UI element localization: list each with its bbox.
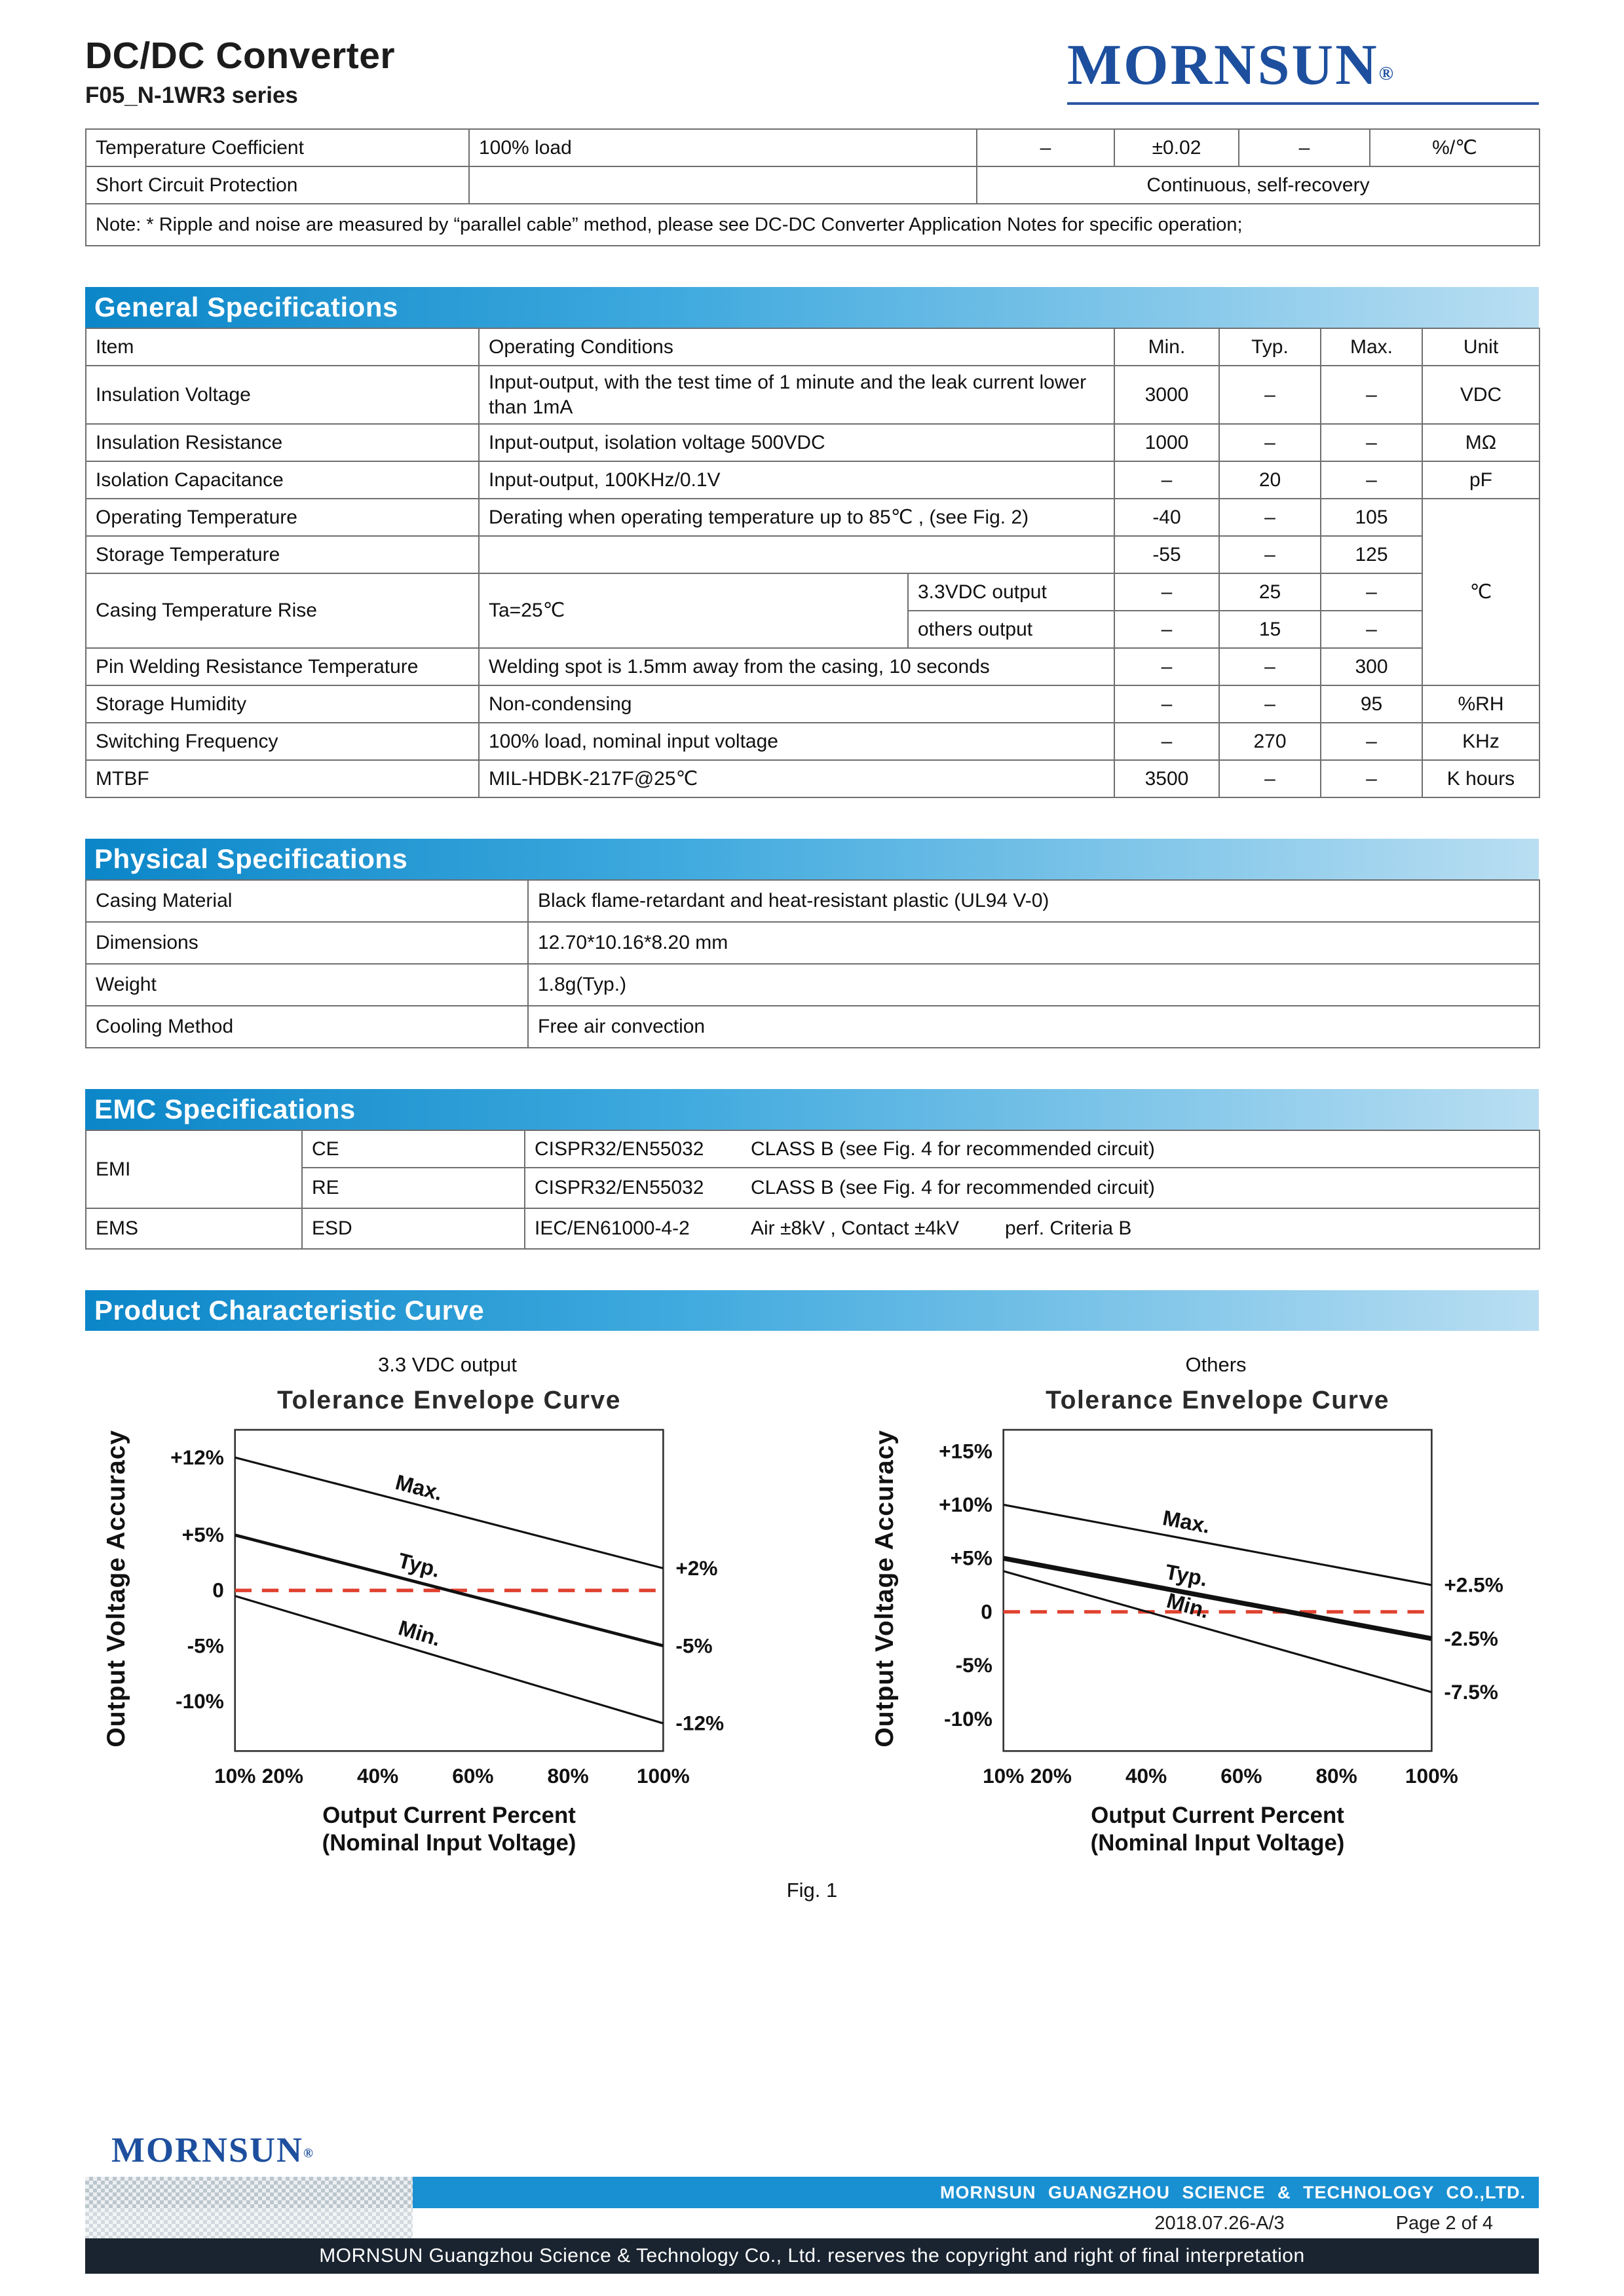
table-row bbox=[86, 536, 1539, 573]
spec-condition: Input-output, isolation voltage 500VDC bbox=[479, 424, 1114, 461]
y-tick-label: +10% bbox=[939, 1493, 992, 1517]
registered-mark: ® bbox=[303, 2146, 314, 2161]
spec-item: Casing Material bbox=[86, 880, 528, 922]
spec-item: Temperature Coefficient bbox=[86, 129, 469, 166]
spec-min: – bbox=[1114, 685, 1219, 723]
col-header-item: Item bbox=[86, 328, 479, 366]
title-block bbox=[85, 34, 395, 109]
footer-texture bbox=[85, 2177, 413, 2208]
spec-max: – bbox=[1321, 461, 1422, 499]
emc-group-emi: EMI bbox=[86, 1130, 302, 1208]
col-header-typ: Typ. bbox=[1219, 328, 1321, 366]
spec-item: Isolation Capacitance bbox=[86, 461, 479, 499]
spec-unit: %/℃ bbox=[1370, 129, 1539, 166]
spec-item: Switching Frequency bbox=[86, 723, 479, 760]
spec-condition: Ta=25℃ bbox=[479, 573, 908, 648]
spec-max: 125 bbox=[1321, 536, 1422, 573]
right-edge-label: -2.5% bbox=[1444, 1626, 1498, 1651]
y-tick-label: -5% bbox=[955, 1653, 992, 1677]
x-axis-label-line2: (Nominal Input Voltage) bbox=[322, 1831, 576, 1856]
plot-border bbox=[1004, 1430, 1432, 1751]
spec-item: Dimensions bbox=[86, 922, 528, 964]
footer-texture bbox=[85, 2208, 413, 2238]
table-row bbox=[86, 1168, 1539, 1208]
spec-max: – bbox=[1321, 611, 1422, 648]
spec-max: – bbox=[1321, 723, 1422, 760]
x-tick-label: 100% bbox=[1405, 1763, 1458, 1788]
page-number: Page 2 of 4 bbox=[1395, 2212, 1493, 2234]
physical-specs-table bbox=[85, 879, 1540, 1048]
emc-criteria: perf. Criteria B bbox=[1005, 1217, 1132, 1240]
chart-block-3v3 bbox=[102, 1343, 753, 1862]
col-header-min: Min. bbox=[1114, 328, 1219, 366]
spec-condition: 100% load, nominal input voltage bbox=[479, 723, 1114, 760]
emc-detail-cell bbox=[525, 1168, 1539, 1208]
emc-standard: IEC/EN61000-4-2 bbox=[535, 1217, 690, 1240]
spec-unit: KHz bbox=[1422, 723, 1539, 760]
spec-value: 1.8g(Typ.) bbox=[528, 964, 1539, 1006]
spec-max: – bbox=[1321, 760, 1422, 797]
spec-typ: – bbox=[1219, 760, 1321, 797]
spec-typ: 270 bbox=[1219, 723, 1321, 760]
x-axis-label-line2: (Nominal Input Voltage) bbox=[1090, 1831, 1345, 1856]
min-line bbox=[1004, 1571, 1432, 1693]
doc-revision-code: 2018.07.26-A/3 bbox=[1154, 2212, 1285, 2234]
spec-continuation-table bbox=[85, 128, 1540, 246]
brand-logo-block bbox=[1067, 33, 1539, 105]
typ-label: Typ. bbox=[1163, 1559, 1210, 1591]
spec-condition: Input-output, 100KHz/0.1V bbox=[479, 461, 1114, 499]
spec-typ: 15 bbox=[1219, 611, 1321, 648]
table-row bbox=[86, 1130, 1539, 1168]
right-edge-label: -7.5% bbox=[1444, 1679, 1498, 1704]
table-row bbox=[86, 204, 1539, 246]
spec-condition: Derating when operating temperature up to 85℃ , (see Fig. 2) bbox=[479, 499, 1114, 536]
footer-company-row bbox=[85, 2177, 1539, 2208]
y-tick-label: 0 bbox=[212, 1578, 224, 1602]
spec-unit: %RH bbox=[1422, 685, 1539, 723]
right-edge-label: -12% bbox=[675, 1711, 725, 1735]
spec-min: – bbox=[1114, 611, 1219, 648]
emc-group-ems: EMS bbox=[86, 1208, 302, 1249]
y-axis-label: Output Voltage Accuracy bbox=[102, 1429, 130, 1748]
x-tick-label: 10% bbox=[983, 1763, 1025, 1788]
y-tick-label: 0 bbox=[981, 1599, 992, 1624]
footer-company-bar: MORNSUN GUANGZHOU SCIENCE & TECHNOLOGY CO.,LTD. bbox=[413, 2177, 1539, 2208]
footer-date-row bbox=[85, 2208, 1539, 2238]
min-line bbox=[235, 1596, 664, 1723]
spec-typ: 20 bbox=[1219, 461, 1321, 499]
typ-line bbox=[1004, 1558, 1432, 1639]
spec-value: Free air convection bbox=[528, 1006, 1539, 1048]
spec-item: Insulation Resistance bbox=[86, 424, 479, 461]
y-tick-label: +5% bbox=[950, 1546, 992, 1570]
max-label: Max. bbox=[393, 1469, 445, 1505]
max-line bbox=[1004, 1504, 1432, 1585]
spec-item: Weight bbox=[86, 964, 528, 1006]
table-note: Note: * Ripple and noise are measured by “parallel cable” method, please see DC-DC Converter Application Notes for specific operation; bbox=[86, 204, 1539, 246]
table-row bbox=[86, 880, 1539, 922]
spec-typ: ±0.02 bbox=[1114, 129, 1239, 166]
spec-condition: Non-condensing bbox=[479, 685, 1114, 723]
x-axis-label-line1: Output Current Percent bbox=[322, 1803, 576, 1828]
spec-subcondition: others output bbox=[908, 611, 1114, 648]
spec-condition bbox=[479, 536, 1114, 573]
chart-inner bbox=[102, 1378, 753, 1862]
table-row bbox=[86, 366, 1539, 424]
spec-value: 12.70*10.16*8.20 mm bbox=[528, 922, 1539, 964]
emc-type: CE bbox=[302, 1130, 525, 1168]
table-row bbox=[86, 648, 1539, 685]
spec-typ: – bbox=[1219, 499, 1321, 536]
table-row bbox=[86, 461, 1539, 499]
spec-condition: Welding spot is 1.5mm away from the casing, 10 seconds bbox=[479, 648, 1114, 685]
x-tick-label: 40% bbox=[356, 1763, 399, 1788]
spec-typ: – bbox=[1219, 366, 1321, 424]
emc-standard: CISPR32/EN55032 bbox=[535, 1177, 704, 1199]
spec-condition: 100% load bbox=[469, 129, 977, 166]
table-row bbox=[86, 166, 1539, 204]
spec-condition: Input-output, with the test time of 1 minute and the leak current lower than 1mA bbox=[479, 366, 1114, 424]
section-header-curves: Product Characteristic Curve bbox=[85, 1290, 1539, 1331]
y-tick-label: +12% bbox=[170, 1445, 224, 1469]
spec-min: – bbox=[977, 129, 1114, 166]
table-row bbox=[86, 1208, 1539, 1249]
spec-max: 300 bbox=[1321, 648, 1422, 685]
spec-min: – bbox=[1114, 573, 1219, 611]
spec-typ: 25 bbox=[1219, 573, 1321, 611]
spec-typ: – bbox=[1219, 536, 1321, 573]
series-subtitle: F05_N-1WR3 series bbox=[85, 83, 298, 108]
spec-value: Black flame-retardant and heat-resistant plastic (UL94 V-0) bbox=[528, 880, 1539, 922]
min-label: Min. bbox=[396, 1615, 444, 1651]
spec-max: – bbox=[1239, 129, 1370, 166]
figure-caption: Fig. 1 bbox=[786, 1879, 838, 1902]
spec-min: – bbox=[1114, 723, 1219, 760]
min-label: Min. bbox=[1163, 1588, 1212, 1623]
x-tick-label: 40% bbox=[1125, 1763, 1167, 1788]
emc-detail: Air ±8kV , Contact ±4kV bbox=[751, 1217, 960, 1240]
section-header-general: General Specifications bbox=[85, 287, 1539, 328]
x-tick-label: 80% bbox=[1315, 1763, 1357, 1788]
table-row bbox=[86, 424, 1539, 461]
charts-row bbox=[85, 1343, 1539, 1862]
spec-unit: VDC bbox=[1422, 366, 1539, 424]
spec-min: 3500 bbox=[1114, 760, 1219, 797]
spec-item: Insulation Voltage bbox=[86, 366, 479, 424]
spec-item: Operating Temperature bbox=[86, 499, 479, 536]
spec-max: – bbox=[1321, 573, 1422, 611]
footer-logo-block bbox=[85, 2130, 1539, 2170]
typ-label: Typ. bbox=[395, 1548, 443, 1582]
tolerance-curve-chart-others bbox=[899, 1378, 1522, 1862]
x-tick-label: 80% bbox=[547, 1763, 589, 1788]
spec-min: -55 bbox=[1114, 536, 1219, 573]
spec-max: – bbox=[1321, 366, 1422, 424]
max-label: Max. bbox=[1160, 1505, 1213, 1538]
emc-type: ESD bbox=[302, 1208, 525, 1249]
table-row bbox=[86, 499, 1539, 536]
chart-block-others bbox=[871, 1343, 1522, 1862]
footer-date-right bbox=[413, 2213, 1539, 2234]
table-row bbox=[86, 573, 1539, 611]
footer-copyright-bar: MORNSUN Guangzhou Science & Technology Co., Ltd. reserves the copyright and right of final interpretation bbox=[85, 2238, 1539, 2274]
tolerance-curve-chart-3v3 bbox=[131, 1378, 753, 1862]
x-tick-label: 60% bbox=[1220, 1763, 1262, 1788]
spec-item: MTBF bbox=[86, 760, 479, 797]
mornsun-logo: MORNSUN bbox=[1067, 33, 1379, 97]
y-tick-label: -10% bbox=[944, 1706, 992, 1731]
right-edge-label: -5% bbox=[675, 1634, 713, 1658]
emc-detail: CLASS B (see Fig. 4 for recommended circuit) bbox=[751, 1138, 1155, 1160]
spec-typ: – bbox=[1219, 648, 1321, 685]
emc-type: RE bbox=[302, 1168, 525, 1208]
table-row bbox=[86, 723, 1539, 760]
spec-item: Casing Temperature Rise bbox=[86, 573, 479, 648]
right-edge-label: +2% bbox=[675, 1556, 718, 1580]
x-axis-label-line1: Output Current Percent bbox=[1091, 1803, 1344, 1828]
table-row bbox=[86, 964, 1539, 1006]
spec-unit-celsius: ℃ bbox=[1422, 499, 1539, 685]
y-tick-label: -5% bbox=[187, 1634, 224, 1658]
chart-tag-3v3: 3.3 VDC output bbox=[378, 1353, 517, 1376]
x-tick-label: 10% bbox=[214, 1763, 256, 1788]
page-footer bbox=[85, 2130, 1539, 2274]
chart-title: Tolerance Envelope Curve bbox=[1046, 1386, 1389, 1415]
registered-mark: ® bbox=[1378, 62, 1396, 85]
spec-value: Continuous, self-recovery bbox=[977, 166, 1539, 204]
y-axis-label: Output Voltage Accuracy bbox=[871, 1429, 899, 1748]
table-row bbox=[86, 760, 1539, 797]
section-header-physical: Physical Specifications bbox=[85, 839, 1539, 879]
emc-detail-cell bbox=[525, 1208, 1539, 1249]
table-row bbox=[86, 685, 1539, 723]
col-header-conditions: Operating Conditions bbox=[479, 328, 1114, 366]
spec-max: 105 bbox=[1321, 499, 1422, 536]
spec-item: Storage Temperature bbox=[86, 536, 479, 573]
table-row bbox=[86, 922, 1539, 964]
y-tick-label: +5% bbox=[181, 1523, 224, 1547]
table-row bbox=[86, 129, 1539, 166]
section-header-emc: EMC Specifications bbox=[85, 1089, 1539, 1130]
table-header-row bbox=[86, 328, 1539, 366]
x-tick-label: 100% bbox=[636, 1763, 690, 1788]
x-tick-label: 20% bbox=[261, 1763, 303, 1788]
right-edge-label: +2.5% bbox=[1444, 1573, 1503, 1597]
spec-condition bbox=[469, 166, 977, 204]
spec-item: Pin Welding Resistance Temperature bbox=[86, 648, 479, 685]
chart-tag-others: Others bbox=[1185, 1353, 1247, 1376]
y-tick-label: -10% bbox=[176, 1689, 224, 1713]
emc-detail-cell bbox=[525, 1130, 1539, 1168]
x-tick-label: 20% bbox=[1030, 1763, 1072, 1788]
col-header-max: Max. bbox=[1321, 328, 1422, 366]
spec-condition: MIL-HDBK-217F@25℃ bbox=[479, 760, 1114, 797]
page-title: DC/DC Converter bbox=[85, 35, 396, 77]
spec-typ: – bbox=[1219, 685, 1321, 723]
spec-min: -40 bbox=[1114, 499, 1219, 536]
spec-item: Storage Humidity bbox=[86, 685, 479, 723]
chart-inner bbox=[871, 1378, 1522, 1862]
spec-max: – bbox=[1321, 424, 1422, 461]
col-header-unit: Unit bbox=[1422, 328, 1539, 366]
general-specs-table bbox=[85, 328, 1540, 798]
spec-min: – bbox=[1114, 648, 1219, 685]
page-header bbox=[85, 34, 1539, 109]
table-row bbox=[86, 1006, 1539, 1048]
spec-unit: MΩ bbox=[1422, 424, 1539, 461]
spec-min: – bbox=[1114, 461, 1219, 499]
x-tick-label: 60% bbox=[452, 1763, 494, 1788]
y-tick-label: +15% bbox=[939, 1439, 992, 1463]
emc-detail: CLASS B (see Fig. 4 for recommended circuit) bbox=[751, 1177, 1155, 1199]
spec-max: 95 bbox=[1321, 685, 1422, 723]
spec-subcondition: 3.3VDC output bbox=[908, 573, 1114, 611]
spec-item: Cooling Method bbox=[86, 1006, 528, 1048]
spec-unit: pF bbox=[1422, 461, 1539, 499]
emc-standard: CISPR32/EN55032 bbox=[535, 1138, 704, 1160]
spec-unit: K hours bbox=[1422, 760, 1539, 797]
spec-typ: – bbox=[1219, 424, 1321, 461]
spec-min: 3000 bbox=[1114, 366, 1219, 424]
spec-min: 1000 bbox=[1114, 424, 1219, 461]
emc-specs-table bbox=[85, 1130, 1540, 1250]
chart-title: Tolerance Envelope Curve bbox=[277, 1386, 621, 1415]
mornsun-footer-logo: MORNSUN bbox=[111, 2130, 303, 2170]
spec-item: Short Circuit Protection bbox=[86, 166, 469, 204]
